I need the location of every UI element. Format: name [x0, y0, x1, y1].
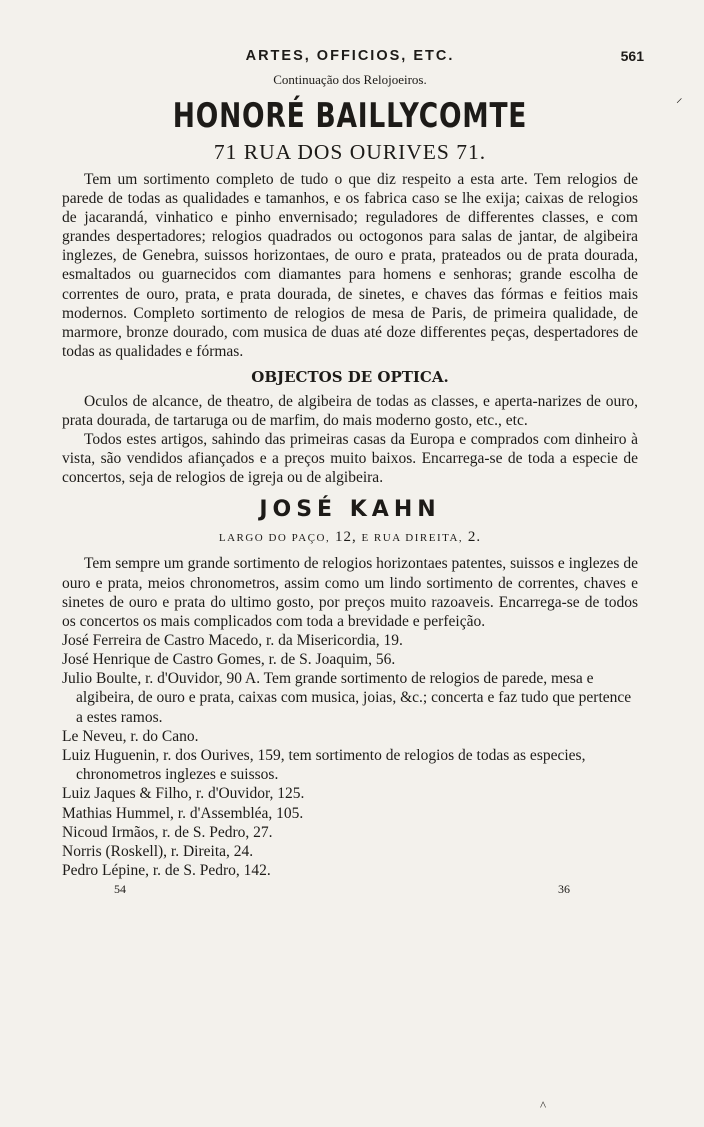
honore-description: Tem um sortimento completo de tudo o que diz respeito a esta arte. Tem relogios de parede de todas as qualidades e tamanhos, e os fabrica caso se lhe exija; caixas de relogios de jacarandá, vinhatico e pinho envernisado; reguladores de differentes classes, e com grandes despertadores; relogios quadrados ou octogonos para salas de jantar, de algibeira inglezes, de Genebra, suissos horizontaes, de ouro e prata, prateados ou de prata dourada, esmaltados ou guarnecidos com diamantes para homens e senhoras; grande escolha de correntes de ouro, prata, e prata dourada, de sinetes, e chaves das fórmas e feitios mais modernos. Completo sortimento de relogios de mesa de Paris, de primeira qualidade, de marmore, bronze dourado, com musica de duas até doze differentes peças, despertadores de todas as qualidades e fórmas. [62, 171, 638, 360]
list-item: Nicoud Irmãos, r. de S. Pedro, 27. [62, 823, 273, 841]
kahn-address-part-2: E RUA DIREITA, [361, 532, 464, 545]
firm-address-honore: 71 RUA DOS OURIVES 71. [213, 140, 487, 164]
kahn-address-number-2: 2. [463, 529, 482, 546]
list-item: Pedro Lépine, r. de S. Pedro, 142. [62, 862, 271, 880]
list-item: Le Neveu, r. do Cano. [62, 727, 199, 745]
footer [62, 882, 638, 904]
signature-mark-left: 54 [114, 882, 126, 897]
firm-name-honore-baillycomte: HONORÉ BAILLYCOMTE [172, 96, 528, 136]
list-item: Luiz Huguenin, r. dos Ourives, 159, tem sortimento de relogios de todas as especies, chronometros inglezes e suissos. [62, 747, 586, 784]
kahn-address-part-1: LARGO DO PAÇO, [218, 532, 331, 545]
firm-address-kahn [62, 525, 638, 550]
list-item: Luiz Jaques & Filho, r. d'Ouvidor, 125. [62, 785, 305, 803]
kahn-description: Tem sempre um grande sortimento de relogios horizontaes patentes, suissos e inglezes de ouro e prata, meios chronometros, assim como um lindo sortimento de correntes, chaves e sinetes de ouro e prata do ultimo gosto, por preços muito razoaveis. Encarrega-se de todos os concertos os mais complicados com toda a brevidade e perfeição. [62, 555, 638, 630]
page-number: 561 [620, 48, 644, 64]
running-head [62, 48, 644, 76]
optics-paragraph-1: Oculos de alcance, de theatro, de algibeira de todas as classes, e aperta-narizes de ouro, prata dourada, de tartaruga ou de marfim, do mais moderno gosto, etc., etc. [62, 392, 638, 430]
firm-name-jose-kahn: JOSÉ KAHN [259, 497, 441, 523]
list-item: Norris (Roskell), r. Direita, 24. [62, 843, 254, 861]
list-item: Mathias Hummel, r. d'Assembléa, 105. [62, 804, 304, 822]
optics-paragraph-2: Todos estes artigos, sahindo das primeiras casas da Europa e comprados com dinheiro à vista, são vendidos afiançados e a preços muito baixos. Encarrega-se de toda a especie de concertos, seja de relogios de igreja ou de algibeira. [62, 431, 638, 487]
section-title: ARTES, OFFICIOS, ETC. [245, 48, 455, 64]
page [62, 48, 644, 904]
margin-mark-top: ⸝ [676, 90, 683, 105]
watchmaker-listings [62, 631, 638, 881]
optics-heading: OBJECTOS DE OPTICA. [251, 367, 449, 386]
list-item: José Henrique de Castro Gomes, r. de S. Joaquim, 56. [62, 650, 396, 668]
kahn-address-number-1: 12, [330, 529, 362, 546]
continuation-note: Continuação dos Relojoeiros. [273, 72, 427, 87]
list-item: José Ferreira de Castro Macedo, r. da Misericordia, 19. [62, 631, 403, 649]
signature-mark-right: 36 [558, 882, 570, 897]
list-item: Julio Boulte, r. d'Ouvidor, 90 A. Tem grande sortimento de relogios de parede, mesa e algibeira, de ouro e prata, caixas com musica, joias, &c.; concerta e faz tudo que pertence a estes ramos. [62, 670, 632, 726]
margin-mark-bottom: ^ [540, 1098, 547, 1113]
